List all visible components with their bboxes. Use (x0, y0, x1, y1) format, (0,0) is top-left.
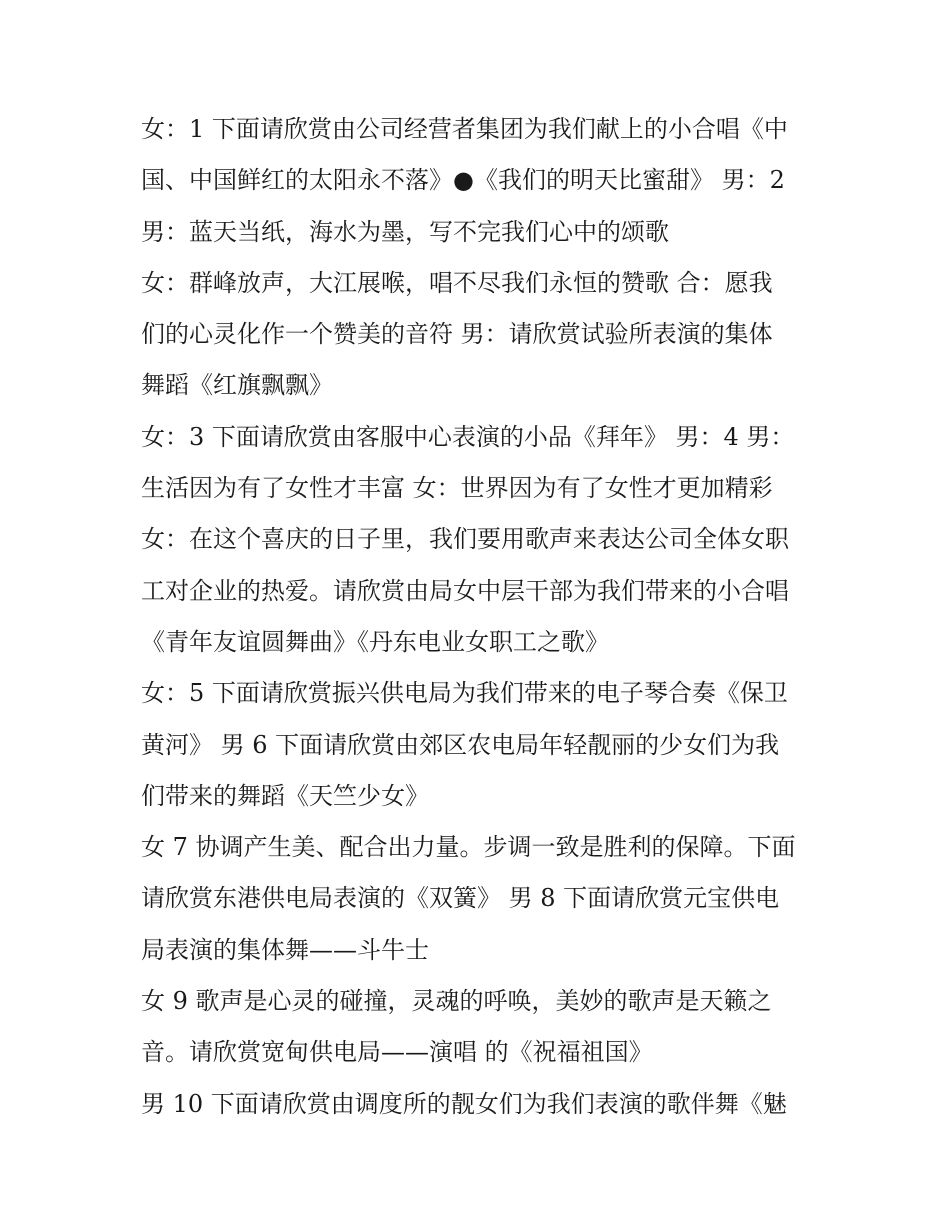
text-line: 女：在这个喜庆的日子里，我们要用歌声来表达公司全体女职 (141, 525, 789, 554)
text-line: 请欣赏东港供电局表演的《双簧》 男 8 下面请欣赏元宝供电 (141, 884, 780, 913)
text-line: 黄河》 男 6 下面请欣赏由郊区农电局年轻靓丽的少女们为我 (141, 730, 780, 759)
text-line: 们带来的舞蹈《天竺少女》 (141, 781, 429, 810)
text-line: 工对企业的热爱。请欣赏由局女中层干部为我们带来的小合唱 (141, 576, 789, 605)
text-line: 男 10 下面请欣赏由调度所的靓女们为我们表演的歌伴舞《魅 (141, 1089, 787, 1118)
text-line: 《青年友谊圆舞曲》《丹东电业女职工之歌》 (141, 627, 609, 656)
text-line: 女 7 协调产生美、配合出力量。步调一致是胜利的保障。下面 (141, 833, 796, 862)
text-line: 女：1 下面请欣赏由公司经营者集团为我们献上的小合唱《中 (141, 115, 788, 143)
text-line: 女 9 歌声是心灵的碰撞，灵魂的呼唤，美妙的歌声是天籁之 (141, 987, 772, 1016)
text-line: 女：群峰放声，大江展喉，唱不尽我们永恒的赞歌 合：愿我 (141, 268, 773, 297)
text-line: 音。请欣赏宽甸供电局——演唱 的《祝福祖国》 (141, 1038, 653, 1067)
text-line: 男：蓝天当纸，海水为墨，写不完我们心中的颂歌 (141, 217, 669, 246)
text-line: 国、中国鲜红的太阳永不落》●《我们的明天比蜜甜》 男：2 (141, 166, 785, 195)
document-body (141, 104, 821, 1130)
text-line: 局表演的集体舞——斗牛士 (141, 935, 429, 964)
text-line: 们的心灵化作一个赞美的音符 男：请欣赏试验所表演的集体 (141, 320, 773, 349)
text-line: 舞蹈《红旗飘飘》 (141, 371, 333, 400)
text-line: 生活因为有了女性才丰富 女：世界因为有了女性才更加精彩 (141, 474, 773, 503)
text-line: 女：5 下面请欣赏振兴供电局为我们带来的电子琴合奏《保卫 (141, 679, 788, 708)
text-line: 女：3 下面请欣赏由客服中心表演的小品《拜年》 男：4 男： (141, 422, 795, 451)
